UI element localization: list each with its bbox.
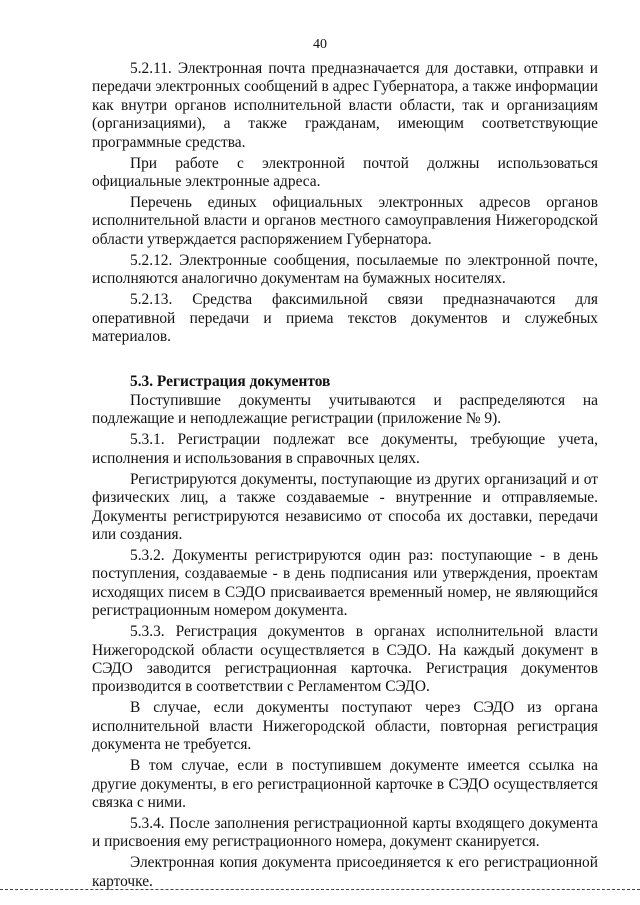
paragraph-electronic-copy: Электронная копия документа присоединяется к его регистрационной карточке. (92, 854, 598, 890)
paragraph-5-3-4: 5.3.4. После заполнения регистрационной карты входящего документа и присвоения ему регистрационного номера, документ сканируется. (92, 814, 598, 851)
paragraph-5-2-11: 5.2.11. Электронная почта предназначается для доставки, отправки и передачи электронных сообщений в адрес Губернатора, а также информации как внутри органов исполнительной власти области, так и организациям (организациями), а также гражданам, имеющим соответствующие программные средства. (92, 60, 598, 151)
paragraph-5-2-12: 5.2.12. Электронные сообщения, посылаемые по электронной почте, исполняются аналогично документам на бумажных носителях. (92, 251, 598, 288)
bottom-scan-edge (0, 889, 640, 890)
paragraph-received-documents: Поступившие документы учитываются и распределяются на подлежащие и неподлежащие регистрации (приложение № 9). (92, 391, 598, 428)
section-heading: 5.3. Регистрация документов (130, 373, 331, 391)
paragraph-document-links: В том случае, если в поступившем документе имеется ссылка на другие документы, в его регистрационной карточке в СЭДО осуществляется связка с ними. (92, 757, 598, 811)
paragraph-registered-documents: Регистрируются документы, поступающие из других организаций и от физических лиц, а также создаваемые - внутренние и отправляемые. Документы регистрируются независимо от способа их доставки, передачи или создания. (92, 470, 598, 543)
paragraph-5-2-13: 5.2.13. Средства факсимильной связи предназначаются для оперативной передачи и приема текстов документов и служебных материалов. (92, 291, 598, 346)
document-body (92, 60, 598, 894)
paragraph-5-3-1: 5.3.1. Регистрации подлежат все документы, требующие учета, исполнения и использования в справочных целях. (92, 431, 598, 467)
paragraph-5-3-2: 5.3.2. Документы регистрируются один раз: поступающие - в день поступления, создаваемые - в день подписания или утверждения, проектам исходящих писем в СЭДО присваивается временный номер, не являющийся регистрационным номером документа. (92, 546, 598, 620)
paragraph-address-list: Перечень единых официальных электронных адресов органов исполнительной власти и органов местного самоуправления Нижегородской области утверждается распоряжением Губернатора. (92, 194, 598, 248)
page-number: 40 (313, 37, 327, 52)
section-heading-wrapper (92, 373, 598, 391)
paragraph-official-addresses: При работе с электронной почтой должны использоваться официальные электронные адреса. (92, 154, 598, 191)
paragraph-5-3-3: 5.3.3. Регистрация документов в органах исполнительной власти Нижегородской области осуществляется в СЭДО. На каждый документ в СЭДО заводится регистрационная карточка. Регистрация документов производится в соответствии с Регламентом СЭДО. (92, 623, 598, 696)
paragraph-no-repeat-registration: В случае, если документы поступают через СЭДО из органа исполнительной власти Нижегородской области, повторная регистрация документа не требуется. (92, 699, 598, 754)
